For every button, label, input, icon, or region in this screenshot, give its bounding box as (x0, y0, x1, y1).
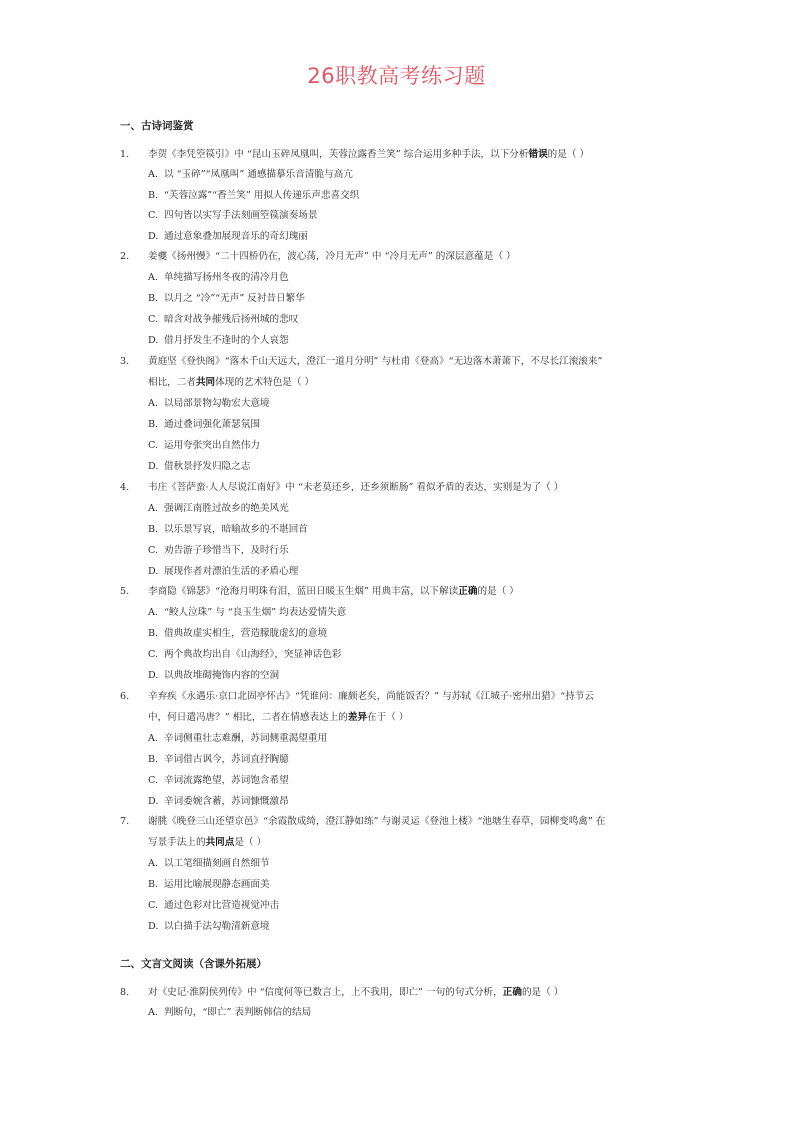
question-number: 6. (120, 691, 130, 702)
option (148, 439, 260, 453)
option-text: 四句皆以实写手法刻画箜篌演奏场景 (164, 210, 318, 221)
option-text: “芙蓉泣露”“香兰笑” 用拟人传递乐声悲喜交织 (164, 190, 360, 201)
option-text: 辛词借古讽今，苏词直抒胸臆 (164, 754, 289, 765)
question-stem (148, 355, 602, 369)
stem-text: 辛弃疾《永遇乐·京口北固亭怀古》“凭谁问：廉颇老矣，尚能饭否？” 与苏轼《江城子·密州出猎》“持节云 (148, 691, 594, 702)
question-stem (148, 481, 563, 495)
question-number: 5. (120, 586, 130, 597)
stem-text: 中，何日遣冯唐？” 相比，二者在情感表达上的 (148, 712, 348, 723)
stem-text: 在于（ ） (367, 712, 409, 723)
option (148, 502, 289, 516)
option-text: 以月之 “冷”“无声” 反衬昔日繁华 (164, 293, 305, 304)
option (148, 606, 346, 620)
option-text: 强调江南胜过故乡的绝美风光 (164, 503, 289, 514)
stem-emphasis: 正确 (502, 987, 522, 998)
stem-text: 的是（ ） (477, 586, 519, 597)
option-text: 单纯描写扬州冬夜的清冷月色 (164, 272, 289, 283)
stem-emphasis: 差异 (347, 712, 368, 723)
option (148, 920, 270, 934)
question-stem (148, 250, 516, 264)
question-number: 8. (120, 987, 130, 998)
option (148, 878, 270, 892)
option-text: 辛词流露绝望，苏词饱含希望 (164, 775, 289, 786)
option-text: 借秋景抒发归隐之志 (164, 461, 251, 472)
option (148, 271, 289, 285)
option-text: 借月抒发生不逢时的个人哀怨 (164, 335, 289, 346)
option-letter: C. (148, 775, 159, 786)
question-stem (148, 986, 563, 1000)
option (148, 899, 279, 913)
option-text: 两个典故均出自《山海经》，突显神话色彩 (164, 649, 342, 660)
option-letter: D. (148, 670, 159, 681)
option-letter: B. (148, 628, 159, 639)
option-letter: D. (148, 231, 159, 242)
option-text: 以局部景物勾勒宏大意境 (164, 398, 270, 409)
option-text: 通过叠词强化萧瑟氛围 (164, 419, 260, 430)
section-heading: 二、文言文阅读（含课外拓展） (120, 958, 267, 970)
option (148, 397, 270, 411)
stem-text: 是（ ） (234, 837, 267, 848)
option-letter: C. (148, 545, 159, 556)
option-letter: B. (148, 879, 159, 890)
option (148, 565, 298, 579)
question-stem (148, 376, 314, 390)
option-text: 以白描手法勾勒清新意境 (164, 921, 270, 932)
option (148, 523, 308, 537)
option-letter: C. (148, 210, 159, 221)
question-stem (148, 815, 605, 829)
option (148, 460, 250, 474)
question-number: 3. (120, 356, 130, 367)
option (148, 230, 308, 244)
option-letter: A. (148, 169, 158, 180)
stem-text: 李商隐《锦瑟》“沧海月明珠有泪，蓝田日暖玉生烟” 用典丰富，以下解读 (148, 586, 459, 597)
option-text: 运用夸张突出自然伟力 (164, 440, 260, 451)
option-text: 运用比喻展现静态画面美 (164, 879, 270, 890)
option (148, 189, 359, 203)
option-text: “鲛人泣珠” 与 “良玉生烟” 均表达爱情失意 (164, 607, 347, 618)
option-letter: B. (148, 754, 159, 765)
option-text: 借典故虚实相生，营造朦胧虚幻的意境 (164, 628, 328, 639)
section-heading: 一、古诗词鉴赏 (120, 120, 194, 132)
option-letter: D. (148, 335, 159, 346)
question-stem (148, 836, 266, 850)
stem-text: 谢朓《晚登三山还望京邑》“余霞散成绮，澄江静如练” 与谢灵运《登池上楼》“池塘生春草，园柳变鸣禽” 在 (148, 816, 606, 827)
option-letter: B. (148, 419, 159, 430)
option (148, 795, 289, 809)
stem-text: 的是（ ） (547, 149, 590, 160)
option-letter: B. (148, 190, 159, 201)
option (148, 627, 327, 641)
stem-text: 李贺《李凭箜篌引》中 “昆山玉碎凤凰叫，芙蓉泣露香兰笑” 综合运用多种手法，以下分析 (148, 149, 529, 160)
question-stem (148, 690, 594, 704)
stem-text: 体现的艺术特色是（ ） (215, 377, 315, 388)
option (148, 292, 305, 306)
option-letter: A. (148, 503, 158, 514)
question-number: 7. (120, 816, 130, 827)
option (148, 669, 279, 683)
option-letter: C. (148, 440, 159, 451)
option (148, 544, 289, 558)
question-number: 4. (120, 482, 130, 493)
option-text: 展现作者对漂泊生活的矛盾心理 (164, 566, 299, 577)
option (148, 1006, 311, 1020)
option-text: 通过意象叠加展现音乐的奇幻瑰丽 (164, 231, 308, 242)
option-letter: A. (148, 398, 158, 409)
stem-text: 的是（ ） (521, 987, 564, 998)
option-text: 以 “玉碎”“凤凰叫” 通感描摹乐音清脆与高亢 (164, 169, 353, 180)
stem-text: 姜夔《扬州慢》“二十四桥仍在，波心荡，冷月无声” 中 “冷月无声” 的深层意蕴是（ ） (148, 251, 516, 262)
option-letter: A. (148, 1007, 158, 1018)
option-text: 判断句，“即亡” 表判断韩信的结局 (164, 1007, 312, 1018)
option (148, 168, 353, 182)
option-text: 劝告游子珍惜当下，及时行乐 (164, 545, 289, 556)
question-number: 1. (120, 149, 130, 160)
option-letter: B. (148, 524, 159, 535)
option-letter: C. (148, 649, 159, 660)
option (148, 334, 289, 348)
stem-text: 写景手法上的 (148, 837, 206, 848)
option-letter: C. (148, 314, 159, 325)
option-text: 以典故堆砌掩饰内容的空洞 (164, 670, 280, 681)
page-title: 26职教高考练习题 (307, 64, 486, 88)
option-letter: A. (148, 272, 158, 283)
stem-text: 相比，二者 (148, 377, 196, 388)
option-letter: A. (148, 733, 158, 744)
option-letter: C. (148, 900, 159, 911)
option-text: 辛词侧重壮志难酬，苏词侧重渴望重用 (164, 733, 328, 744)
stem-emphasis: 错误 (528, 149, 548, 160)
stem-text: 韦庄《菩萨蛮·人人尽说江南好》中 “未老莫还乡，还乡须断肠” 看似矛盾的表达，实则是为了（ ） (148, 482, 564, 493)
option-letter: B. (148, 293, 159, 304)
stem-emphasis: 共同 (195, 377, 216, 388)
option-text: 以工笔细描刻画自然细节 (164, 858, 270, 869)
option (148, 753, 289, 767)
option-letter: D. (148, 461, 159, 472)
option-letter: D. (148, 921, 159, 932)
option-text: 暗含对战争摧残后扬州城的悲叹 (164, 314, 299, 325)
option (148, 732, 327, 746)
option-text: 以乐景写哀，暗喻故乡的不堪回首 (164, 524, 308, 535)
option (148, 313, 298, 327)
stem-text: 对《史记·淮阴侯列传》中 “信度何等已数言上，上不我用，即亡” 一句的句式分析， (148, 987, 503, 998)
option (148, 648, 341, 662)
question-stem (148, 148, 589, 162)
option-letter: A. (148, 858, 158, 869)
option-text: 辛词委婉含蓄，苏词慷慨激昂 (164, 796, 289, 807)
question-stem (148, 711, 408, 725)
option (148, 774, 289, 788)
question-stem (148, 585, 519, 599)
option (148, 857, 270, 871)
stem-text: 黄庭坚《登快阁》“落木千山天远大，澄江一道月分明” 与杜甫《登高》“无边落木萧萧下，不尽长江滚滚来” (148, 356, 603, 367)
option-letter: D. (148, 796, 159, 807)
option-text: 通过色彩对比营造视觉冲击 (164, 900, 280, 911)
option (148, 418, 260, 432)
question-number: 2. (120, 251, 130, 262)
stem-emphasis: 共同点 (205, 837, 235, 848)
option-letter: A. (148, 607, 158, 618)
option (148, 209, 318, 223)
stem-emphasis: 正确 (458, 586, 478, 597)
option-letter: D. (148, 566, 159, 577)
